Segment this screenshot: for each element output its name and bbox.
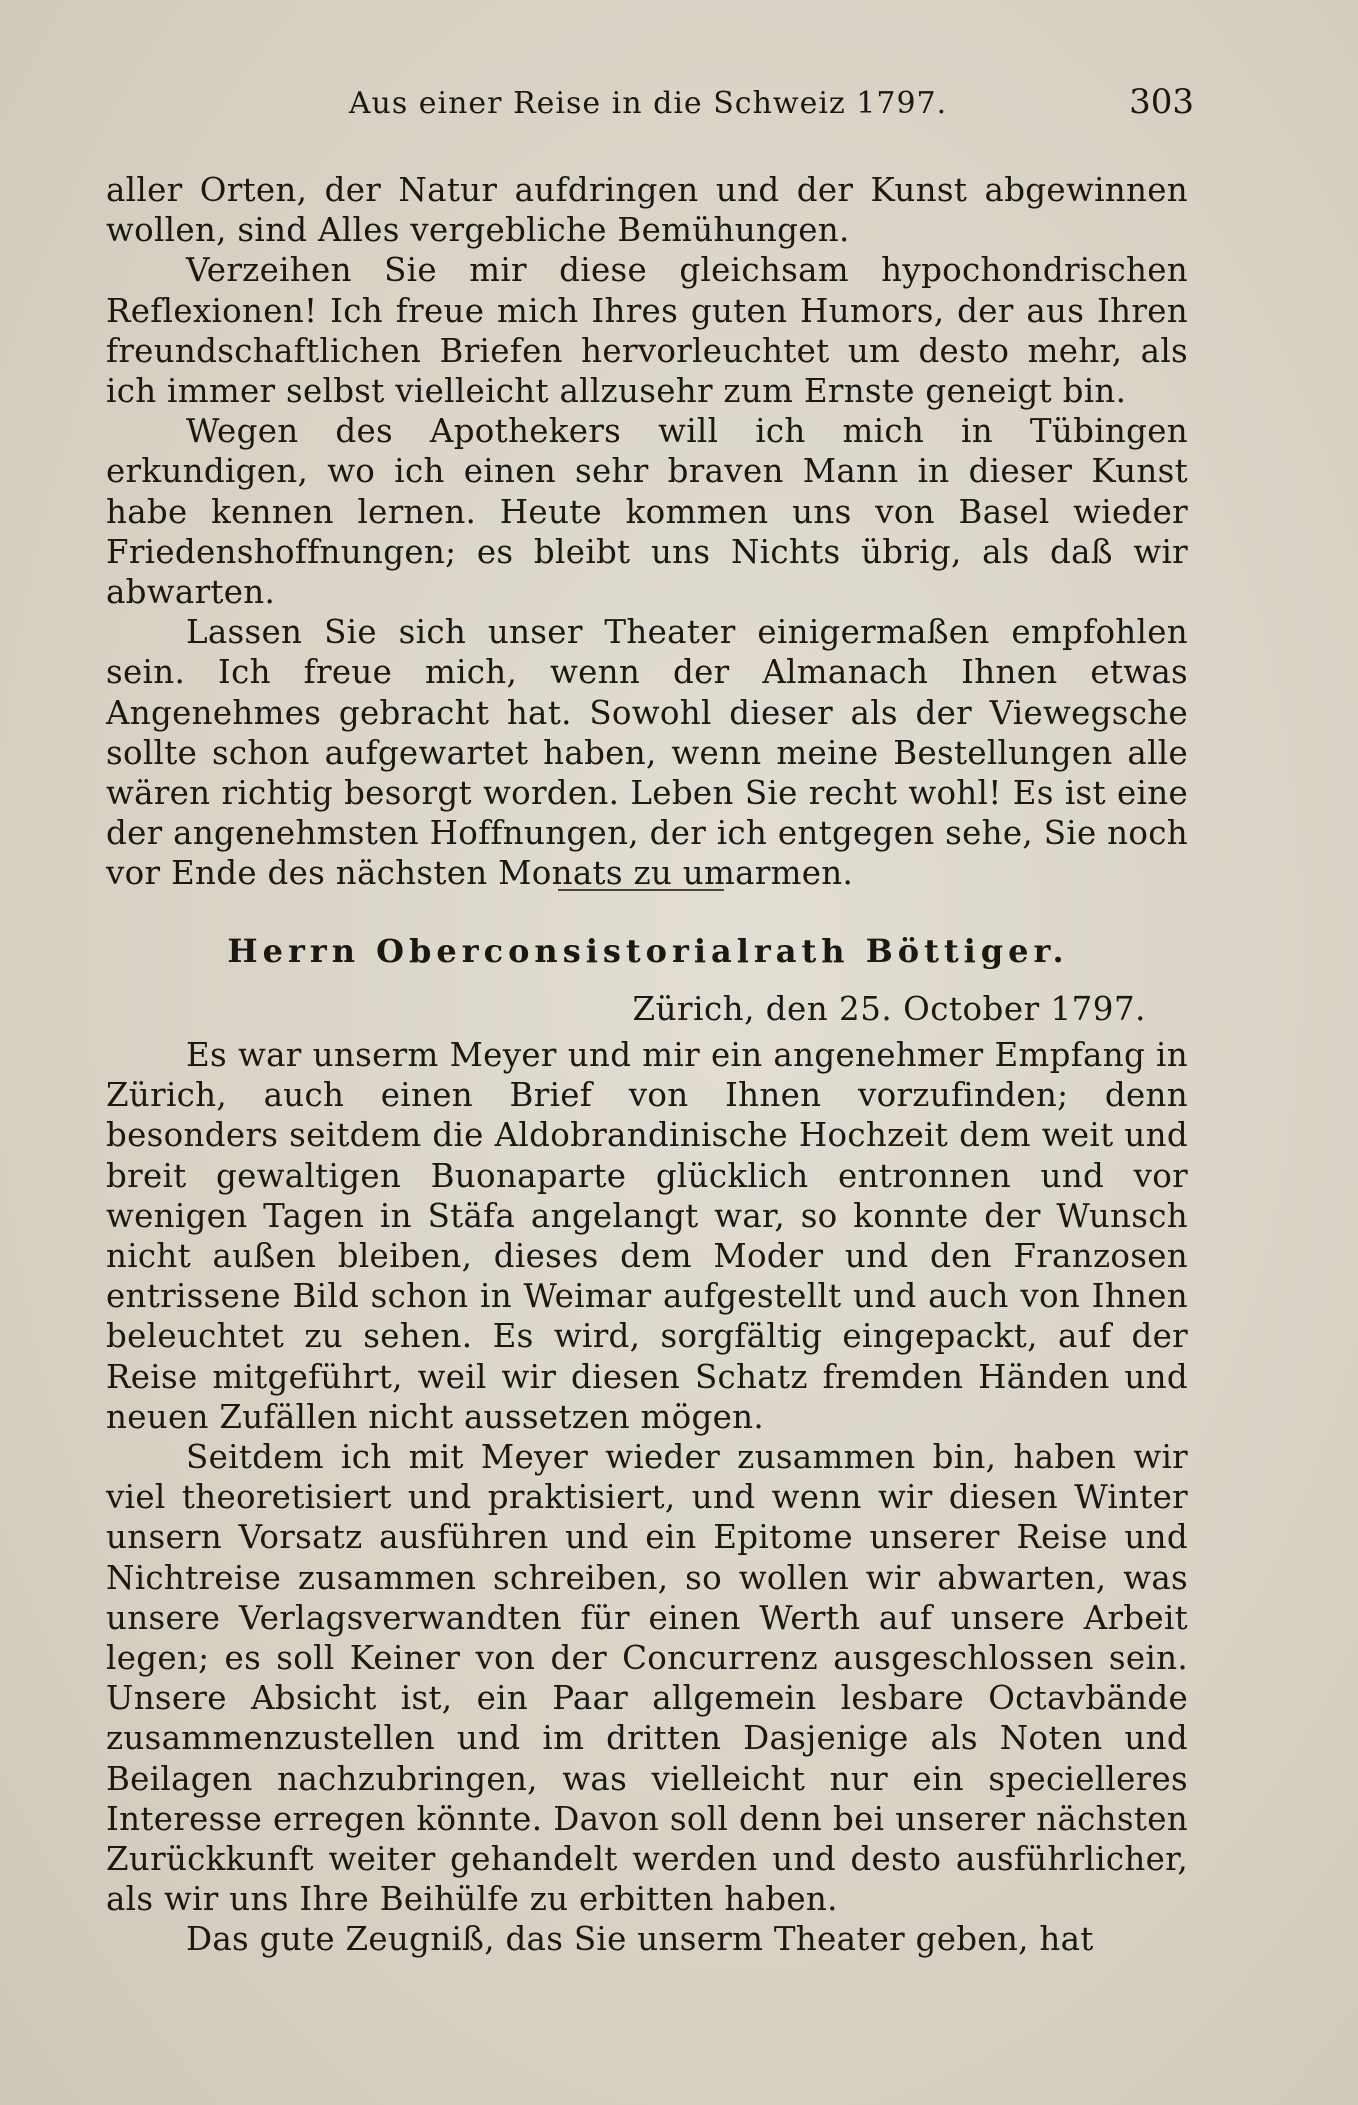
letter-dateline: Zürich, den 25. October 1797.: [632, 990, 1146, 1028]
paragraph: Das gute Zeugniß, das Sie unserm Theater geben, hat: [186, 1920, 1094, 1959]
letter-2-body: [106, 1035, 1188, 1960]
section-divider: [558, 889, 724, 891]
paragraph: Verzeihen Sie mir diese gleichsam hypochondrischen Reflexionen! Ich freue mich Ihres guten Humors, der aus Ihren freundschaftlichen Briefen hervorleuchtet um desto mehr, als ich immer selbst vielleicht allzusehr zum Ernste geneigt bin.: [106, 251, 1188, 411]
page-number: 303: [1129, 82, 1194, 122]
running-head: Aus einer Reise in die Schweiz 1797.: [348, 86, 948, 121]
letter-1-body: [106, 170, 1188, 894]
paragraph: aller Orten, der Natur aufdringen und der Kunst abgewinnen wollen, sind Alles vergebliche Bemühungen.: [106, 171, 1188, 250]
paragraph: Seitdem ich mit Meyer wieder zusammen bin, haben wir viel theoretisiert und praktisiert, und wenn wir diesen Winter unsern Vorsatz ausführen und ein Epitome unserer Reise und Nichtreise zusammen schreiben, so wollen wir abwarten, was unsere Verlagsverwandten für einen Werth auf unsere Arbeit legen; es soll Keiner von der Concurrenz ausgeschlossen sein. Unsere Absicht ist, ein Paar allgemein lesbare Octavbände zusammenzustellen und im dritten Dasjenige als Noten und Beilagen nachzubringen, was vielleicht nur ein specielleres Interesse erregen könnte. Davon soll denn bei unserer nächsten Zurückkunft weiter gehandelt werden und desto ausführlicher, als wir uns Ihre Beihülfe zu erbitten haben.: [106, 1438, 1188, 1919]
letter-addressee: Herrn Oberconsistorialrath Böttiger.: [227, 932, 1069, 970]
paragraph: Wegen des Apothekers will ich mich in Tübingen erkundigen, wo ich einen sehr braven Mann in dieser Kunst habe kennen lernen. Heute kommen uns von Basel wieder Friedenshoffnungen; es bleibt uns Nichts übrig, als daß wir abwarten.: [106, 412, 1188, 612]
page-header: [108, 82, 1194, 126]
paragraph: Lassen Sie sich unser Theater einigermaßen empfohlen sein. Ich freue mich, wenn der Almanach Ihnen etwas Angenehmes gebracht hat. Sowohl dieser als der Viewegsche sollte schon aufgewartet haben, wenn meine Bestellungen alle wären richtig besorgt worden. Leben Sie recht wohl! Es ist eine der angenehmsten Hoffnungen, der ich entgegen sehe, Sie noch vor Ende des nächsten Monats zu umarmen.: [106, 613, 1188, 893]
paragraph: Es war unserm Meyer und mir ein angenehmer Empfang in Zürich, auch einen Brief von Ihnen vorzufinden; denn besonders seitdem die Aldobrandinische Hochzeit dem weit und breit gewaltigen Buonaparte glücklich entronnen und vor wenigen Tagen in Stäfa angelangt war, so konnte der Wunsch nicht außen bleiben, dieses dem Moder und den Franzosen entrissene Bild schon in Weimar aufgestellt und auch von Ihnen beleuchtet zu sehen. Es wird, sorgfältig eingepackt, auf der Reise mitgeführt, weil wir diesen Schatz fremden Händen und neuen Zufällen nicht aussetzen mögen.: [106, 1036, 1188, 1436]
